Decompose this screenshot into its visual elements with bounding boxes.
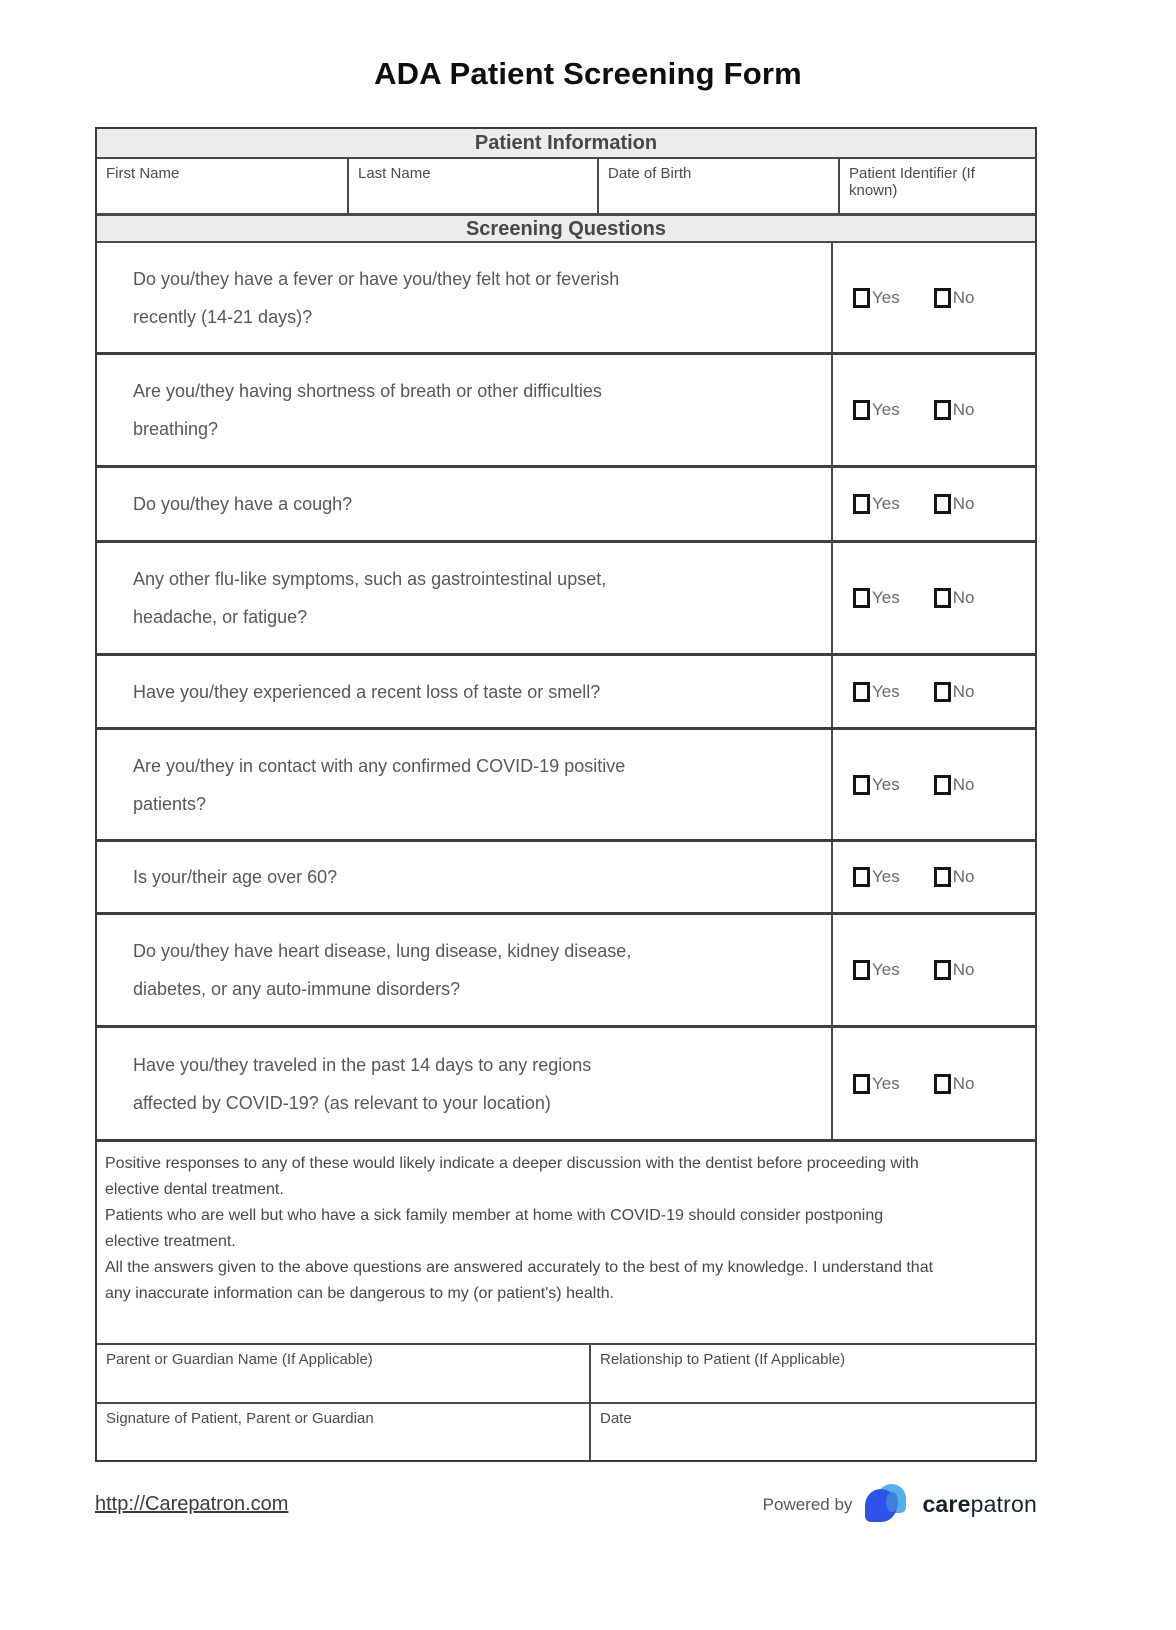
no-label: No [952,867,975,886]
question-row-7 [97,842,1035,915]
parent-guardian-name-input[interactable] [97,1345,591,1402]
no-checkbox-q3[interactable] [934,494,951,514]
disclaimer-line-4: elective treatment. [105,1233,236,1250]
question-9-line-1: Have you/they traveled in the past 14 days to any regions [133,1054,592,1075]
question-text-1 [97,243,831,352]
question-6-line-2: patients? [133,793,207,814]
yes-label: Yes [872,1073,900,1093]
disclaimer-line-2: elective dental treatment. [105,1181,284,1198]
disclaimer-line-1: Positive responses to any of these would likely indicate a deeper discussion with the dentist before proceeding with [105,1155,919,1172]
question-row-1 [97,243,1035,355]
question-1-line-2: recently (14-21 days)? [133,306,313,327]
carepatron-logo-icon [865,1484,907,1525]
answer-cell-7 [831,842,1035,912]
question-2-line-1: Are you/they having shortness of breath or other difficulties [133,381,602,401]
answer-cell-5 [831,656,1035,727]
yes-label: Yes [872,681,900,701]
first-name-input[interactable] [97,159,347,213]
no-checkbox-q2[interactable] [934,400,951,420]
question-row-3 [97,468,1035,543]
signature-label: Signature of Patient, Parent or Guardian [106,1410,374,1427]
page-title: ADA Patient Screening Form [374,56,802,91]
question-row-4 [97,543,1035,656]
yes-label: Yes [872,867,900,886]
question-1-line-1: Do you/they have a fever or have you/they felt hot or feverish [133,268,620,289]
yes-label: Yes [872,774,900,794]
last-name-input[interactable] [347,159,597,213]
guardian-row [97,1345,1035,1404]
question-row-8 [97,915,1035,1028]
patient-identifier-label: Patient Identifier (If known) [849,165,975,199]
question-text-8 [97,915,831,1025]
no-label: No [952,774,975,794]
powered-by-label: Powered by [762,1494,853,1514]
signature-row [97,1404,1035,1460]
question-row-2 [97,355,1035,468]
parent-guardian-name-label: Parent or Guardian Name (If Applicable) [106,1351,373,1368]
answer-cell-4 [831,543,1035,653]
yes-checkbox-q7[interactable] [853,867,870,887]
no-checkbox-q8[interactable] [934,960,951,980]
yes-checkbox-q4[interactable] [853,588,870,608]
footer [95,1484,1037,1525]
no-label: No [952,1073,975,1093]
no-label: No [952,588,975,607]
answer-cell-8 [831,915,1035,1025]
yes-label: Yes [872,400,900,419]
yes-label: Yes [872,287,900,307]
carepatron-link[interactable]: http://Carepatron.com [95,1493,289,1515]
date-label: Date [600,1410,632,1427]
question-3-line-1: Do you/they have a cough? [133,494,353,514]
no-label: No [952,960,975,979]
no-label: No [952,681,975,701]
no-label: No [952,494,975,513]
section-header-patient-information: Patient Information [97,129,1035,159]
no-label: No [952,400,975,419]
yes-label: Yes [872,494,900,513]
question-text-7 [97,842,831,912]
no-checkbox-q7[interactable] [934,867,951,887]
question-row-9 [97,1028,1035,1142]
signature-input[interactable] [97,1404,591,1460]
no-checkbox-q4[interactable] [934,588,951,608]
date-of-birth-input[interactable] [597,159,838,213]
question-7-line-1: Is your/their age over 60? [133,867,338,887]
yes-checkbox-q6[interactable] [853,775,870,795]
question-text-5 [97,656,831,727]
relationship-label: Relationship to Patient (If Applicable) [600,1351,846,1368]
yes-checkbox-q1[interactable] [853,288,870,308]
yes-checkbox-q3[interactable] [853,494,870,514]
screening-form-table [95,127,1037,1462]
question-text-3 [97,468,831,540]
question-4-line-2: headache, or fatigue? [133,607,308,627]
no-checkbox-q6[interactable] [934,775,951,795]
question-8-line-2: diabetes, or any auto-immune disorders? [133,979,461,999]
brand-patron: patron [970,1491,1037,1517]
answer-cell-9 [831,1028,1035,1139]
answer-cell-6 [831,730,1035,839]
yes-checkbox-q5[interactable] [853,682,870,702]
question-8-line-1: Do you/they have heart disease, lung disease, kidney disease, [133,941,632,961]
no-checkbox-q1[interactable] [934,288,951,308]
question-2-line-2: breathing? [133,419,219,439]
disclaimer-line-5: All the answers given to the above questions are answered accurately to the best of my knowledge. I understand that [105,1259,934,1276]
first-name-label: First Name [106,165,180,182]
question-4-line-1: Any other flu-like symptoms, such as gastrointestinal upset, [133,569,607,589]
patient-identifier-input[interactable] [838,159,1035,213]
disclaimer-line-6: any inaccurate information can be dangerous to my (or patient's) health. [105,1285,615,1302]
question-9-line-2: affected by COVID-19? (as relevant to your location) [133,1092,551,1113]
relationship-input[interactable] [591,1345,1035,1402]
yes-label: Yes [872,588,900,607]
yes-checkbox-q8[interactable] [853,960,870,980]
date-of-birth-label: Date of Birth [608,165,692,182]
question-text-9 [97,1028,831,1139]
powered-by-block [763,1484,1037,1525]
disclaimer-line-3: Patients who are well but who have a sick family member at home with COVID-19 should consider postponing [105,1207,884,1224]
answer-cell-1 [831,243,1035,352]
section-header-screening-questions: Screening Questions [97,215,1035,243]
question-text-4 [97,543,831,653]
yes-checkbox-q2[interactable] [853,400,870,420]
last-name-label: Last Name [358,165,431,182]
yes-checkbox-q9[interactable] [853,1074,870,1094]
question-row-6 [97,730,1035,842]
no-label: No [952,287,975,307]
question-text-2 [97,355,831,465]
question-6-line-1: Are you/they in contact with any confirmed COVID-19 positive [133,755,626,776]
brand-care: care [922,1491,971,1517]
date-input[interactable] [591,1404,1035,1460]
no-checkbox-q5[interactable] [934,682,951,702]
question-5-line-1: Have you/they experienced a recent loss of taste or smell? [133,681,601,702]
question-text-6 [97,730,831,839]
no-checkbox-q9[interactable] [934,1074,951,1094]
carepatron-wordmark [922,1491,1037,1518]
yes-label: Yes [872,960,900,979]
patient-info-row [97,159,1035,215]
answer-cell-3 [831,468,1035,540]
question-row-5 [97,656,1035,730]
answer-cell-2 [831,355,1035,465]
disclaimer-text [97,1142,1035,1345]
